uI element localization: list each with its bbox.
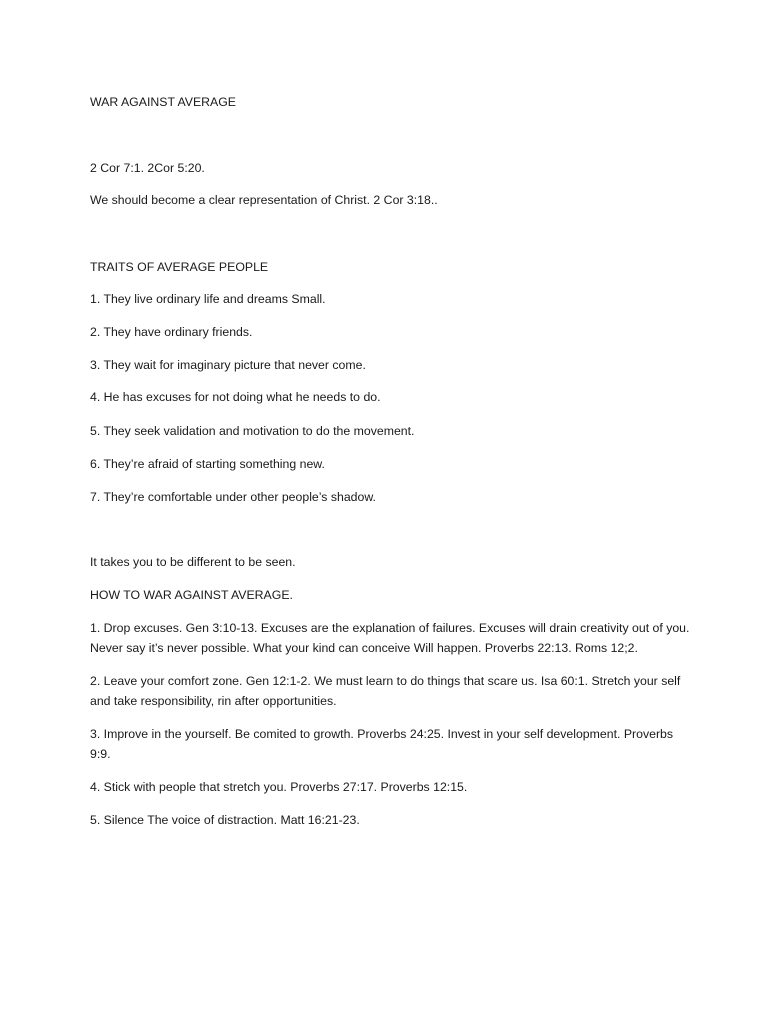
trait-item: 7. They’re comfortable under other people’s shadow. <box>90 490 376 504</box>
trait-item: 5. They seek validation and motivation to do the movement. <box>90 424 415 438</box>
trait-item: 6. They’re afraid of starting something new. <box>90 457 325 471</box>
document-title: WAR AGAINST AVERAGE <box>90 95 237 109</box>
trait-item: 1. They live ordinary life and dreams Small. <box>90 292 326 306</box>
how-point: 3. Improve in the yourself. Be comited to growth. Proverbs 24:25. Invest in your self development. Proverbs 9:9. <box>90 727 674 761</box>
different-statement: It takes you to be different to be seen. <box>90 555 296 569</box>
trait-item: 2. They have ordinary friends. <box>90 325 253 339</box>
traits-heading: TRAITS OF AVERAGE PEOPLE <box>90 260 269 274</box>
how-point: 2. Leave your comfort zone. Gen 12:1-2. We must learn to do things that scare us. Isa 60:1. Stretch your self and take responsibility, rin after opportunities. <box>90 674 681 708</box>
how-point: 5. Silence The voice of distraction. Matt 16:21-23. <box>90 813 360 827</box>
how-point: 1. Drop excuses. Gen 3:10-13. Excuses are the explanation of failures. Excuses will drain creativity out of you. Never say it’s never possible. What your kind can conceive Will happen. Proverbs 22:13. Roms 12;2. <box>90 621 690 655</box>
scripture-references: 2 Cor 7:1. 2Cor 5:20. <box>90 161 205 175</box>
trait-item: 4. He has excuses for not doing what he needs to do. <box>90 390 381 404</box>
how-point: 4. Stick with people that stretch you. Proverbs 27:17. Proverbs 12:15. <box>90 780 468 794</box>
trait-item: 3. They wait for imaginary picture that never come. <box>90 358 366 372</box>
how-heading: HOW TO WAR AGAINST AVERAGE. <box>90 588 293 602</box>
intro-paragraph: We should become a clear representation of Christ. 2 Cor 3:18.. <box>90 193 438 207</box>
